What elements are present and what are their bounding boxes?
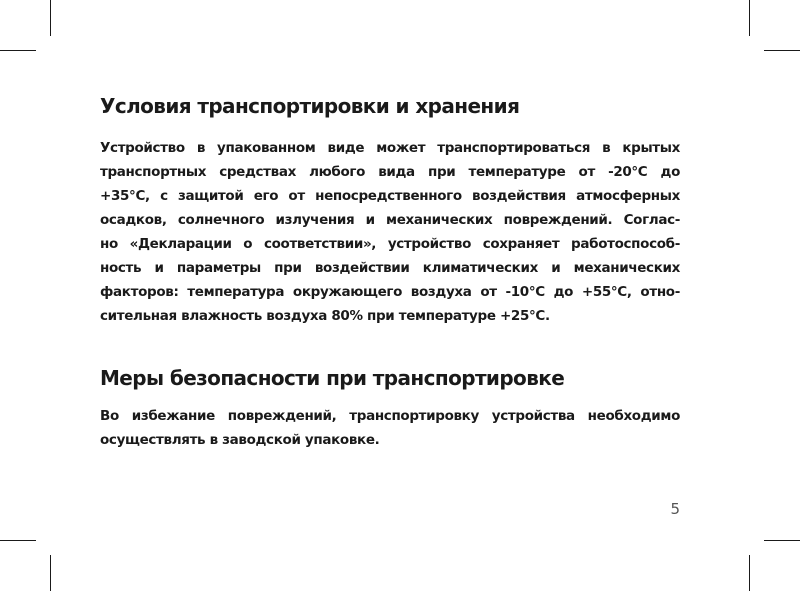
crop-mark-bottom-right-vertical bbox=[749, 555, 750, 591]
paragraph-line: сительная влажность воздуха 80% при температуре +25°C. bbox=[100, 308, 550, 324]
section-heading-transport-storage: Условия транспортировки и хранения bbox=[100, 94, 520, 118]
paragraph-line: факторов: температура окружающего воздуха от -10°C до +55°C, отно- bbox=[100, 284, 680, 300]
paragraph-line: осуществлять в заводской упаковке. bbox=[100, 432, 380, 448]
paragraph-line: но «Декларации о соответствии», устройство сохраняет работоспособ- bbox=[100, 236, 680, 252]
crop-mark-top-left-horizontal bbox=[0, 50, 36, 51]
crop-mark-top-left-vertical bbox=[50, 0, 51, 36]
paragraph-line: осадков, солнечного излучения и механических повреждений. Соглас- bbox=[100, 212, 680, 228]
crop-mark-bottom-left-horizontal bbox=[0, 540, 36, 541]
paragraph-line: ность и параметры при воздействии климатических и механических bbox=[100, 260, 680, 276]
paragraph-line: транспортных средствах любого вида при температуре от -20°C до bbox=[100, 164, 680, 180]
crop-mark-top-right-horizontal bbox=[764, 50, 800, 51]
crop-mark-bottom-left-vertical bbox=[50, 555, 51, 591]
section-heading-transport-safety: Меры безопасности при транспортировке bbox=[100, 366, 565, 390]
crop-mark-top-right-vertical bbox=[749, 0, 750, 36]
paragraph-line: +35°C, с защитой его от непосредственного воздействия атмосферных bbox=[100, 188, 680, 204]
crop-mark-bottom-right-horizontal bbox=[764, 540, 800, 541]
page-number: 5 bbox=[670, 500, 680, 518]
paragraph-line: Во избежание повреждений, транспортировку устройства необходимо bbox=[100, 408, 680, 424]
section-paragraph-transport-storage bbox=[100, 136, 680, 328]
section-paragraph-transport-safety bbox=[100, 404, 680, 452]
paragraph-line: Устройство в упакованном виде может транспортироваться в крытых bbox=[100, 140, 680, 156]
